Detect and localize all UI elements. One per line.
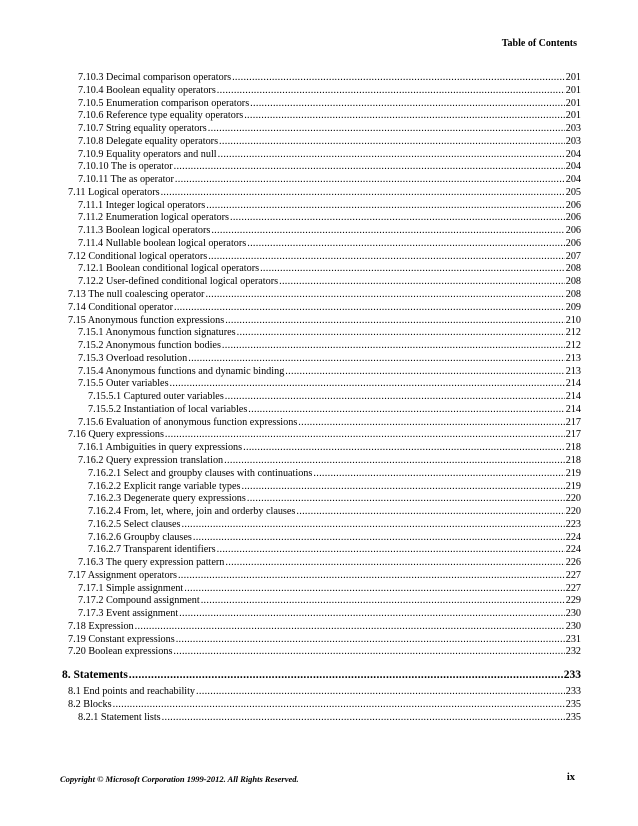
toc-entry-page: 208 <box>565 289 581 301</box>
toc-entry-page: 219 <box>565 480 581 492</box>
toc-entry[interactable] <box>62 315 581 328</box>
toc-entry-title: 7.10.10 The is operator <box>78 161 173 173</box>
toc-dot-leader <box>222 340 565 353</box>
toc-entry-title: 7.16.2.5 Select clauses <box>88 518 181 530</box>
toc-entry-page: 219 <box>565 467 581 479</box>
toc-entry-title: 7.15 Anonymous function expressions <box>68 314 225 326</box>
toc-entry[interactable] <box>62 276 581 289</box>
toc-entry-title: 7.15.3 Overload resolution <box>78 352 188 364</box>
toc-entry[interactable] <box>62 110 581 123</box>
toc-dot-leader <box>225 315 565 328</box>
toc-entry-page: 230 <box>565 608 581 620</box>
toc-dot-leader <box>179 608 565 621</box>
toc-dot-leader <box>219 136 565 149</box>
toc-entry-page: 210 <box>565 314 581 326</box>
toc-entry-title: 8. Statements <box>62 669 128 682</box>
toc-entry-title: 7.11 Logical operators <box>68 186 160 198</box>
toc-entry[interactable] <box>62 327 581 340</box>
toc-entry-page: 208 <box>565 263 581 275</box>
toc-dot-leader <box>225 557 564 570</box>
toc-entry-title: 7.16.2.6 Groupby clauses <box>88 531 192 543</box>
toc-dot-leader <box>196 686 565 699</box>
toc-entry-title: 7.16.1 Ambiguities in query expressions <box>78 442 243 454</box>
toc-dot-leader <box>175 174 565 187</box>
toc-dot-leader <box>313 468 564 481</box>
toc-entry-page: 206 <box>565 199 581 211</box>
toc-entry[interactable] <box>62 557 581 570</box>
toc-dot-leader <box>285 366 564 379</box>
toc-entry[interactable] <box>62 570 581 583</box>
toc-dot-leader <box>296 506 564 519</box>
toc-dot-leader <box>217 544 565 557</box>
toc-entry-page: 214 <box>565 378 581 390</box>
toc-entry-title: 7.14 Conditional operator <box>68 301 173 313</box>
toc-entry[interactable] <box>62 85 581 98</box>
page-header-title: Table of Contents <box>501 38 577 49</box>
toc-entry-title: 7.12.2 User-defined conditional logical operators <box>78 276 279 288</box>
toc-dot-leader <box>184 583 564 596</box>
toc-entry-page: 205 <box>565 186 581 198</box>
toc-entry-page: 213 <box>565 365 581 377</box>
toc-entry[interactable] <box>62 391 581 404</box>
toc-entry-title: 7.13 The null coalescing operator <box>68 289 205 301</box>
toc-entry-title: 7.15.5.1 Captured outer variables <box>88 391 224 403</box>
toc-entry-title: 8.2 Blocks <box>68 698 112 710</box>
toc-dot-leader <box>161 187 565 200</box>
toc-entry[interactable] <box>62 544 581 557</box>
toc-entry-title: 7.16.2.3 Degenerate query expressions <box>88 493 246 505</box>
toc-entry[interactable] <box>62 686 581 699</box>
toc-entry-title: 7.10.5 Enumeration comparison operators <box>78 97 250 109</box>
toc-entry[interactable] <box>62 136 581 149</box>
toc-entry-page: 204 <box>565 148 581 160</box>
toc-dot-leader <box>206 200 565 213</box>
toc-entry-title: 8.1 End points and reachability <box>68 686 196 698</box>
toc-entry[interactable] <box>62 608 581 621</box>
toc-entry[interactable] <box>62 238 581 251</box>
toc-entry-title: 7.15.4 Anonymous functions and dynamic binding <box>78 365 285 377</box>
toc-entry-title: 7.17.1 Simple assignment <box>78 582 184 594</box>
toc-dot-leader <box>201 595 565 608</box>
toc-entry-page: 224 <box>565 531 581 543</box>
toc-dot-leader <box>241 481 564 494</box>
toc-entry[interactable] <box>62 187 581 200</box>
toc-entry-title: 7.16 Query expressions <box>68 429 164 441</box>
toc-dot-leader <box>113 699 565 712</box>
toc-entry[interactable] <box>62 429 581 442</box>
toc-entry-title: 7.15.1 Anonymous function signatures <box>78 327 236 339</box>
toc-entry-title: 7.15.2 Anonymous function bodies <box>78 340 221 352</box>
toc-entry-page: 232 <box>565 646 581 658</box>
toc-dot-leader <box>176 634 565 647</box>
toc-entry-page: 204 <box>565 174 581 186</box>
toc-entry-page: 218 <box>565 454 581 466</box>
toc-dot-leader <box>225 391 565 404</box>
toc-dot-leader <box>247 493 565 506</box>
toc-entry-title: 7.12.1 Boolean conditional logical operators <box>78 263 260 275</box>
toc-entry[interactable] <box>62 404 581 417</box>
toc-entry-title: 7.16.2.7 Transparent identifiers <box>88 544 216 556</box>
toc-entry-title: 7.11.2 Enumeration logical operators <box>78 212 229 224</box>
toc-entry[interactable] <box>62 212 581 225</box>
toc-entry-title: 7.20 Boolean expressions <box>68 646 173 658</box>
toc-entry-title: 7.16.2.4 From, let, where, join and orderby clauses <box>88 506 296 518</box>
toc-entry[interactable] <box>62 289 581 302</box>
toc-entry-page: 227 <box>565 569 581 581</box>
toc-entry-title: 7.10.7 String equality operators <box>78 123 207 135</box>
toc-entry-title: 7.12 Conditional logical operators <box>68 250 208 262</box>
toc-entry[interactable] <box>62 123 581 136</box>
toc-entry-page: 224 <box>565 544 581 556</box>
toc-dot-leader <box>170 378 565 391</box>
toc-entry-page: 207 <box>565 250 581 262</box>
toc-entry-title: 7.15.5 Outer variables <box>78 378 169 390</box>
toc-entry-page: 206 <box>565 237 581 249</box>
toc-dot-leader <box>232 72 565 85</box>
toc-entry-title: 7.15.6 Evaluation of anonymous function expressions <box>78 416 298 428</box>
toc-entry[interactable] <box>62 302 581 315</box>
toc-entry-title: 7.10.8 Delegate equality operators <box>78 135 219 147</box>
toc-entry-title: 7.10.11 The as operator <box>78 174 174 186</box>
toc-dot-leader <box>208 251 565 264</box>
toc-dot-leader <box>173 646 564 659</box>
toc-entry[interactable] <box>62 417 581 430</box>
toc-entry-title: 8.2.1 Statement lists <box>78 711 161 723</box>
toc-entry-title: 7.15.5.2 Instantiation of local variables <box>88 403 248 415</box>
toc-dot-leader <box>162 712 565 725</box>
toc-entry-title: 7.17 Assignment operators <box>68 569 177 581</box>
toc-entry-page: 206 <box>565 212 581 224</box>
toc-entry-page: 217 <box>565 429 581 441</box>
toc-entry-page: 214 <box>565 391 581 403</box>
toc-entry-title: 7.10.3 Decimal comparison operators <box>78 72 232 83</box>
toc-entry[interactable] <box>62 699 581 712</box>
toc-entry-page: 218 <box>565 442 581 454</box>
toc-entry-page: 231 <box>565 633 581 645</box>
toc-entry[interactable] <box>62 251 581 264</box>
toc-entry[interactable] <box>62 506 581 519</box>
toc-entry-title: 7.16.2.2 Explicit range variable types <box>88 480 241 492</box>
toc-dot-leader <box>165 429 565 442</box>
toc-entry-page: 208 <box>565 276 581 288</box>
toc-entry-title: 7.18 Expression <box>68 620 134 632</box>
toc-entry-page: 203 <box>565 123 581 135</box>
toc-dot-leader <box>224 455 565 468</box>
toc-dot-leader <box>135 621 565 634</box>
toc-dot-leader <box>193 532 565 545</box>
toc-entry-page: 201 <box>565 72 581 83</box>
toc-dot-leader <box>211 225 564 238</box>
toc-entry[interactable] <box>62 72 581 85</box>
toc-dot-leader <box>248 404 564 417</box>
toc-entry-page: 206 <box>565 225 581 237</box>
toc-entry-page: 209 <box>565 301 581 313</box>
toc-entry[interactable] <box>62 595 581 608</box>
toc-entry-page: 214 <box>565 403 581 415</box>
toc-entry-page: 220 <box>565 493 581 505</box>
toc-dot-leader <box>129 666 563 684</box>
toc-entry[interactable] <box>62 532 581 545</box>
toc-entry-title: 7.19 Constant expressions <box>68 633 175 645</box>
toc-dot-leader <box>208 123 565 136</box>
toc-entry-page: 235 <box>565 698 581 710</box>
toc-entry-page: 233 <box>563 669 581 682</box>
toc-entry[interactable] <box>62 225 581 238</box>
toc-entry-page: 226 <box>565 557 581 569</box>
toc-dot-leader <box>178 570 565 583</box>
toc-dot-leader <box>247 238 564 251</box>
toc-entry[interactable] <box>62 493 581 506</box>
footer-page-number: ix <box>566 772 575 783</box>
footer-copyright: Copyright © Microsoft Corporation 1999-2012. All Rights Reserved. <box>60 774 299 784</box>
toc-entry[interactable] <box>62 98 581 111</box>
toc-entry-title: 7.16.3 The query expression pattern <box>78 557 225 569</box>
toc-entry-title: 7.10.6 Reference type equality operators <box>78 110 244 122</box>
toc-dot-leader <box>298 417 564 430</box>
toc-dot-leader <box>230 212 565 225</box>
toc-dot-leader <box>217 85 565 98</box>
toc-entry-page: 213 <box>565 352 581 364</box>
toc-entry[interactable] <box>62 646 581 659</box>
toc-dot-leader <box>174 161 565 174</box>
toc-dot-leader <box>182 519 565 532</box>
toc-entry-page: 212 <box>565 327 581 339</box>
toc-entry[interactable] <box>62 353 581 366</box>
toc-dot-leader <box>279 276 565 289</box>
toc-entry-page: 235 <box>565 711 581 723</box>
toc-dot-leader <box>243 442 565 455</box>
toc-entry-page: 230 <box>565 620 581 632</box>
toc-dot-leader <box>260 263 565 276</box>
toc-entry[interactable] <box>62 519 581 532</box>
toc-entry-page: 229 <box>565 595 581 607</box>
toc-entry-page: 201 <box>565 110 581 122</box>
toc-entry[interactable] <box>62 712 581 725</box>
toc-entry[interactable] <box>62 200 581 213</box>
toc-entry-page: 223 <box>565 518 581 530</box>
toc-dot-leader <box>174 302 565 315</box>
toc-entry[interactable] <box>62 621 581 634</box>
toc-dot-leader <box>188 353 565 366</box>
toc-entry[interactable] <box>62 161 581 174</box>
toc-entry[interactable] <box>62 455 581 468</box>
toc-entry-title: 7.16.2 Query expression translation <box>78 454 224 466</box>
toc-entry-page: 212 <box>565 340 581 352</box>
toc-dot-leader <box>205 289 564 302</box>
toc-entry-page: 227 <box>565 582 581 594</box>
toc-entry[interactable] <box>62 378 581 391</box>
toc-entry-title: 7.17.2 Compound assignment <box>78 595 200 607</box>
toc-entry-page: 201 <box>565 84 581 96</box>
toc-entry[interactable] <box>62 634 581 647</box>
toc-entry[interactable] <box>62 149 581 162</box>
toc-dot-leader <box>250 98 565 111</box>
toc-entry[interactable] <box>62 468 581 481</box>
toc-entry[interactable] <box>62 340 581 353</box>
toc-entry-title: 7.17.3 Event assignment <box>78 608 179 620</box>
toc-entry[interactable] <box>62 263 581 276</box>
toc-entry[interactable] <box>62 174 581 187</box>
toc-entry-title: 7.16.2.1 Select and groupby clauses with continuations <box>88 467 313 479</box>
toc-entry-title: 7.11.4 Nullable boolean logical operators <box>78 237 247 249</box>
toc-dot-leader <box>244 110 565 123</box>
toc-chapter-entry[interactable] <box>62 666 581 684</box>
toc-entry-page: 203 <box>565 135 581 147</box>
toc-entry[interactable] <box>62 366 581 379</box>
toc-entry-page: 201 <box>565 97 581 109</box>
toc-dot-leader <box>237 327 565 340</box>
toc-entry[interactable] <box>62 583 581 596</box>
toc-entry[interactable] <box>62 481 581 494</box>
toc-entry-title: 7.11.1 Integer logical operators <box>78 199 206 211</box>
toc-dot-leader <box>218 149 565 162</box>
toc-entry-title: 7.11.3 Boolean logical operators <box>78 225 211 237</box>
toc-entry-page: 233 <box>565 686 581 698</box>
toc-entry[interactable] <box>62 442 581 455</box>
table-of-contents <box>62 72 581 725</box>
toc-entry-title: 7.10.4 Boolean equality operators <box>78 84 216 96</box>
toc-entry-title: 7.10.9 Equality operators and null <box>78 148 217 160</box>
toc-entry-page: 217 <box>565 416 581 428</box>
toc-entry-page: 220 <box>565 506 581 518</box>
toc-entry-page: 204 <box>565 161 581 173</box>
